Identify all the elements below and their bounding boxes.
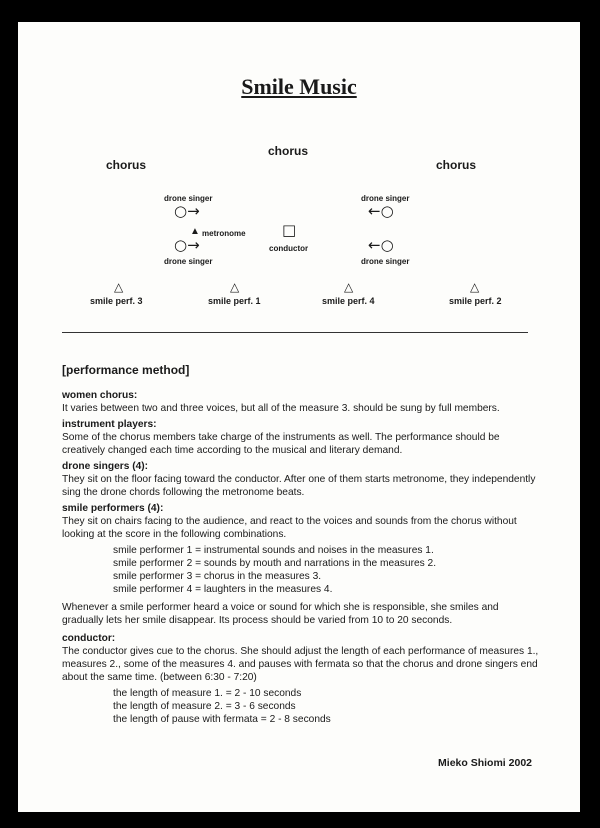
length-item: the length of measure 2. = 3 - 6 seconds (113, 701, 296, 712)
combination-item: smile performer 4 = laughters in the measures 4. (113, 584, 333, 595)
smile-performers-heading: smile performers (4): (62, 503, 164, 514)
smile-perf-3-icon: △ (114, 280, 124, 294)
conductor-label: conductor (269, 244, 309, 253)
smile-perf-4-icon: △ (344, 280, 354, 294)
smile-perf-2-label: smile perf. 2 (449, 296, 502, 306)
drone-singers-heading: drone singers (4): (62, 461, 149, 472)
smile-perf-2-icon: △ (470, 280, 480, 294)
conductor-text: The conductor gives cue to the chorus. She should adjust the length of each performance of measures 1., measures 2., some of the measures 4. and pauses with fermata so that the chorus and drone singers end about the same time. (between 6:30 - 7:20) (62, 646, 539, 683)
women-chorus-text: It varies between two and three voices, but all of the measure 3. should be sung by full members. (62, 403, 500, 414)
smile-perf-1-icon: △ (230, 280, 240, 294)
drone-singer-bl-icon: ○→ (174, 236, 200, 254)
page-title: Smile Music (241, 74, 357, 99)
smile-perf-4-label: smile perf. 4 (322, 296, 375, 306)
score-page (18, 22, 580, 812)
instrument-players-heading: instrument players: (62, 419, 157, 430)
smile-perf-1-label: smile perf. 1 (208, 296, 261, 306)
combination-item: smile performer 3 = chorus in the measures 3. (113, 571, 322, 582)
drone-singer-label-br: drone singer (361, 257, 410, 266)
conductor-icon: □ (282, 221, 297, 239)
drone-singer-label-bl: drone singer (164, 257, 213, 266)
drone-singers-text: They sit on the floor facing toward the conductor. After one of them starts metronome, they independently sing the drone chords following the metronome beats. (62, 474, 536, 498)
women-chorus-heading: women chorus: (62, 390, 138, 401)
drone-singer-label-tl: drone singer (164, 194, 213, 203)
metronome-icon: ▲ (190, 226, 200, 237)
combination-item: smile performer 1 = instrumental sounds and noises in the measures 1. (113, 545, 434, 556)
divider (62, 332, 528, 333)
length-item: the length of pause with fermata = 2 - 8 seconds (113, 714, 331, 725)
signature: Mieko Shiomi 2002 (438, 757, 532, 769)
drone-singer-label-tr: drone singer (361, 194, 410, 203)
chorus-center-label: chorus (268, 144, 309, 158)
drone-singer-tl-icon: ○→ (174, 202, 200, 220)
drone-singer-br-icon: ←○ (368, 236, 394, 254)
chorus-right-label: chorus (436, 158, 477, 172)
smile-performers-text: They sit on chairs facing to the audience, and react to the voices and sounds from the chorus without looking at the score in the following combinations. (62, 516, 517, 540)
whenever-text: Whenever a smile performer heard a voice or sound for which she is responsible, she smiles and gradually lets her smile disappear. Its process should be varied from 10 to 20 seconds. (62, 602, 499, 626)
method-heading: [performance method] (62, 363, 190, 377)
combination-item: smile performer 2 = sounds by mouth and narrations in the measures 2. (113, 558, 437, 569)
length-item: the length of measure 1. = 2 - 10 seconds (113, 688, 302, 699)
instrument-players-text: Some of the chorus members take charge of the instruments as well. The performance should be creatively changed each time according to the musical and literary demand. (62, 432, 500, 456)
conductor-heading: conductor: (62, 633, 116, 644)
drone-singer-tr-icon: ←○ (368, 202, 394, 220)
smile-perf-3-label: smile perf. 3 (90, 296, 143, 306)
performance-method (62, 364, 542, 726)
metronome-label: metronome (202, 229, 246, 238)
chorus-left-label: chorus (106, 158, 147, 172)
